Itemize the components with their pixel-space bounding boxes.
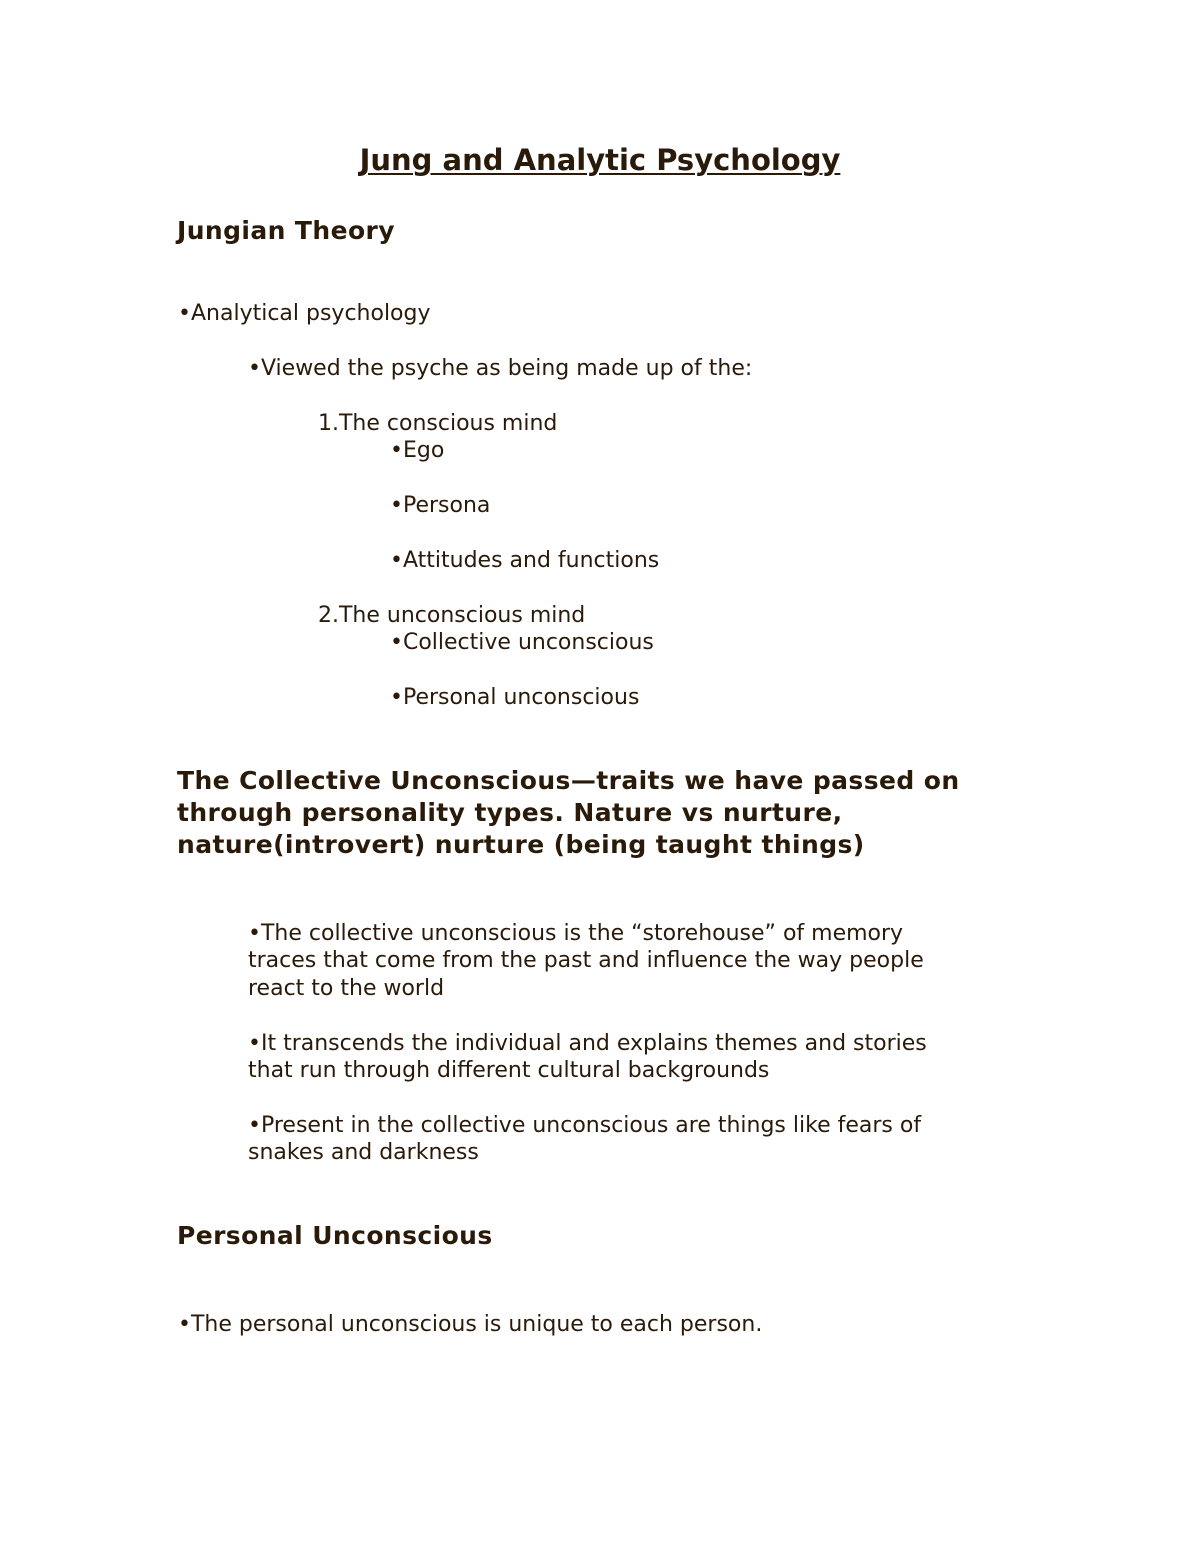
paragraph-fears-line-2: snakes and darkness xyxy=(248,1140,479,1165)
paragraph-fears-line-1: •Present in the collective unconscious are things like fears of xyxy=(248,1113,922,1138)
list-item-persona: •Persona xyxy=(390,493,491,518)
list-item-analytical-psychology: •Analytical psychology xyxy=(178,301,431,326)
paragraph-transcends-line-1: •It transcends the individual and explains themes and stories xyxy=(248,1031,927,1056)
paragraph-storehouse-line-3: react to the world xyxy=(248,976,445,1001)
heading-collective-unconscious-line-3: nature(introvert) nurture (being taught things) xyxy=(177,830,865,859)
list-item-attitudes-functions: •Attitudes and functions xyxy=(390,548,660,573)
list-item-ego: •Ego xyxy=(390,438,445,463)
heading-collective-unconscious-line-1: The Collective Unconscious—traits we have passed on xyxy=(177,766,960,795)
list-item-viewed-psyche: •Viewed the psyche as being made up of the: xyxy=(248,356,753,381)
paragraph-personal-unique: •The personal unconscious is unique to each person. xyxy=(178,1312,763,1337)
page-title: Jung and Analytic Psychology xyxy=(359,143,841,177)
heading-jungian-theory: Jungian Theory xyxy=(177,216,395,245)
heading-personal-unconscious: Personal Unconscious xyxy=(177,1221,493,1250)
paragraph-storehouse-line-1: •The collective unconscious is the “storehouse” of memory xyxy=(248,921,904,946)
numbered-item-conscious-mind: 1.The conscious mind xyxy=(318,411,558,436)
list-item-personal-unconscious: •Personal unconscious xyxy=(390,685,640,710)
paragraph-storehouse-line-2: traces that come from the past and influence the way people xyxy=(248,948,924,973)
numbered-item-unconscious-mind: 2.The unconscious mind xyxy=(318,603,586,628)
paragraph-transcends-line-2: that run through different cultural backgrounds xyxy=(248,1058,770,1083)
heading-collective-unconscious-line-2: through personality types. Nature vs nurture, xyxy=(177,798,843,827)
list-item-collective-unconscious: •Collective unconscious xyxy=(390,630,654,655)
